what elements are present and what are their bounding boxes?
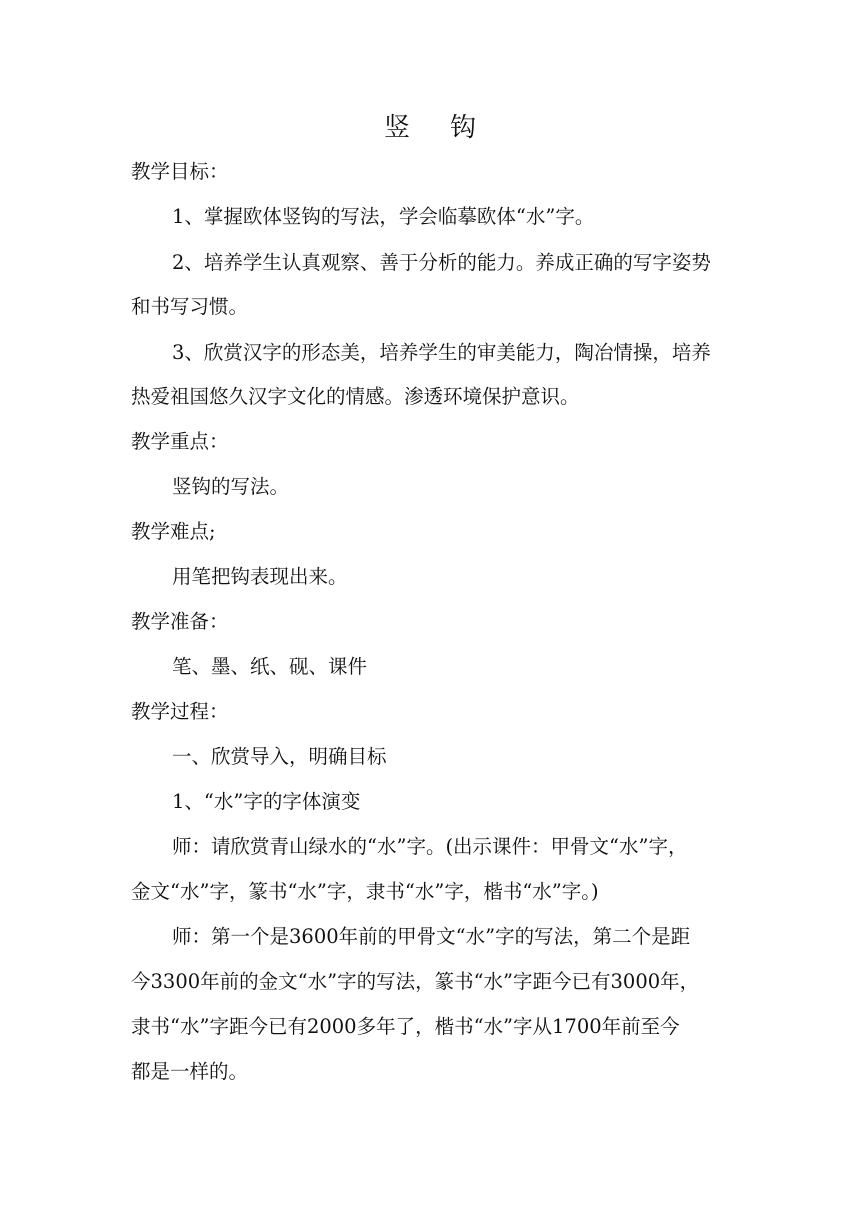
title-char-2: 钩 — [450, 113, 477, 143]
paragraph-line: 3、欣赏汉字的形态美，培养学生的审美能力，陶冶情操，培养 — [172, 341, 711, 364]
section-heading-difficulties: 教学难点; — [131, 520, 216, 543]
section-heading-objectives: 教学目标： — [131, 160, 229, 183]
paragraph-line: 都是一样的。 — [131, 1060, 249, 1083]
paragraph-line: 2、培养学生认真观察、善于分析的能力。养成正确的写字姿势 — [172, 251, 711, 274]
paragraph-line: 1、掌握欧体竖钩的写法，学会临摹欧体“水”字。 — [172, 205, 595, 228]
paragraph-line: 金文“水”字，篆书“水”字，隶书“水”字，楷书“水”字。) — [131, 880, 599, 903]
page-title — [0, 108, 860, 148]
paragraph-line: 师：第一个是3600年前的甲骨文“水”字的写法，第二个是距 — [172, 925, 691, 948]
paragraph-line: 1、“水”字的字体演变 — [172, 790, 361, 813]
paragraph-line: 笔、墨、纸、砚、课件 — [172, 655, 368, 678]
section-heading-preparation: 教学准备： — [131, 610, 229, 633]
paragraph-line: 隶书“水”字距今已有2000多年了，楷书“水”字从1700年前至今 — [131, 1015, 680, 1038]
title-char-1: 竖 — [383, 113, 410, 143]
paragraph-line: 一、欣赏导入，明确目标 — [172, 745, 387, 768]
paragraph-line: 用笔把钩表现出来。 — [172, 565, 348, 588]
paragraph-line: 竖钩的写法。 — [172, 475, 290, 498]
paragraph-line: 今3300年前的金文“水”字的写法，篆书“水”字距今已有3000年， — [131, 970, 700, 993]
section-heading-key-points: 教学重点： — [131, 430, 229, 453]
paragraph-line: 师：请欣赏青山绿水的“水”字。(出示课件：甲骨文“水”字， — [172, 835, 688, 858]
section-heading-process: 教学过程： — [131, 700, 229, 723]
paragraph-line: 和书写习惯。 — [131, 295, 249, 318]
paragraph-line: 热爱祖国悠久汉字文化的情感。渗透环境保护意识。 — [131, 385, 580, 408]
